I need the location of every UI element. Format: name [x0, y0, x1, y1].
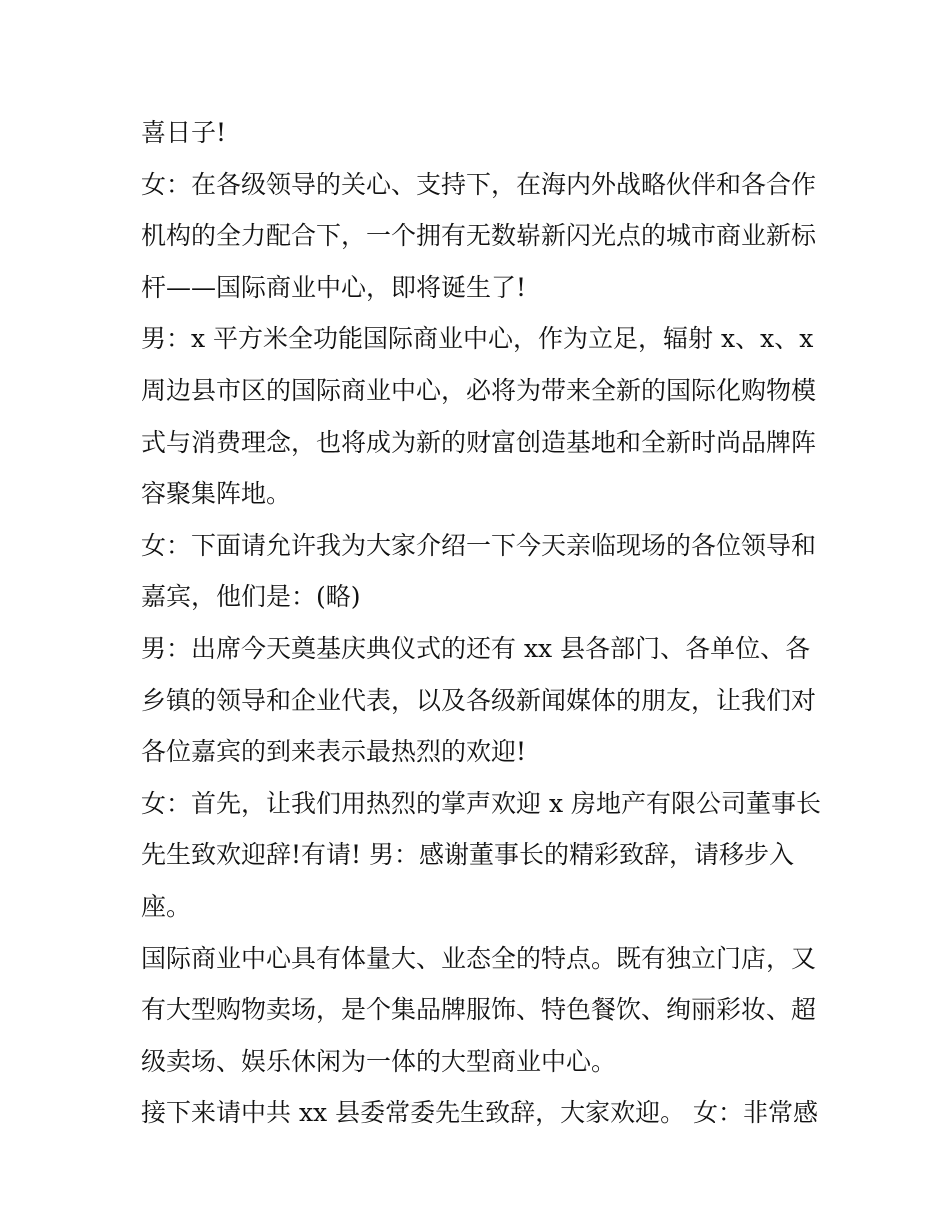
document-body — [141, 107, 821, 1139]
text-line: 嘉宾，他们是：(略) — [141, 582, 361, 612]
text-line: 男：出席今天奠基庆典仪式的还有 xx 县各部门、各单位、各 — [141, 633, 811, 663]
text-line: 女：首先，让我们用热烈的掌声欢迎 x 房地产有限公司董事长 — [141, 788, 821, 818]
text-line: 周边县市区的国际商业中心，必将为带来全新的国际化购物模 — [141, 375, 817, 405]
text-line: 级卖场、娱乐休闲为一体的大型商业中心。 — [141, 1046, 617, 1076]
text-line: 机构的全力配合下，一个拥有无数崭新闪光点的城市商业新标 — [141, 221, 817, 251]
text-line: 女：下面请允许我为大家介绍一下今天亲临现场的各位领导和 — [141, 530, 817, 560]
text-line: 男：x 平方米全功能国际商业中心，作为立足，辐射 x、x、x — [141, 324, 814, 354]
text-line: 有大型购物卖场，是个集品牌服饰、特色餐饮、绚丽彩妆、超 — [141, 995, 817, 1025]
text-line: 喜日子! — [141, 118, 227, 147]
text-line: 式与消费理念，也将成为新的财富创造基地和全新时尚品牌阵 — [141, 427, 817, 457]
text-line: 杆——国际商业中心，即将诞生了! — [141, 272, 527, 302]
text-line: 座。 — [141, 891, 192, 921]
text-line: 先生致欢迎辞!有请! 男：感谢董事长的精彩致辞，请移步入 — [141, 840, 795, 870]
text-line: 各位嘉宾的到来表示最热烈的欢迎! — [141, 737, 527, 767]
text-line: 女：在各级领导的关心、支持下，在海内外战略伙伴和各合作 — [141, 169, 817, 199]
text-line: 乡镇的领导和企业代表，以及各级新闻媒体的朋友，让我们对 — [141, 685, 817, 715]
text-line: 容聚集阵地。 — [141, 479, 292, 509]
text-line: 接下来请中共 xx 县委常委先生致辞，大家欢迎。 女：非常感 — [141, 1098, 819, 1128]
text-line: 国际商业中心具有体量大、业态全的特点。既有独立门店，又 — [141, 943, 817, 973]
